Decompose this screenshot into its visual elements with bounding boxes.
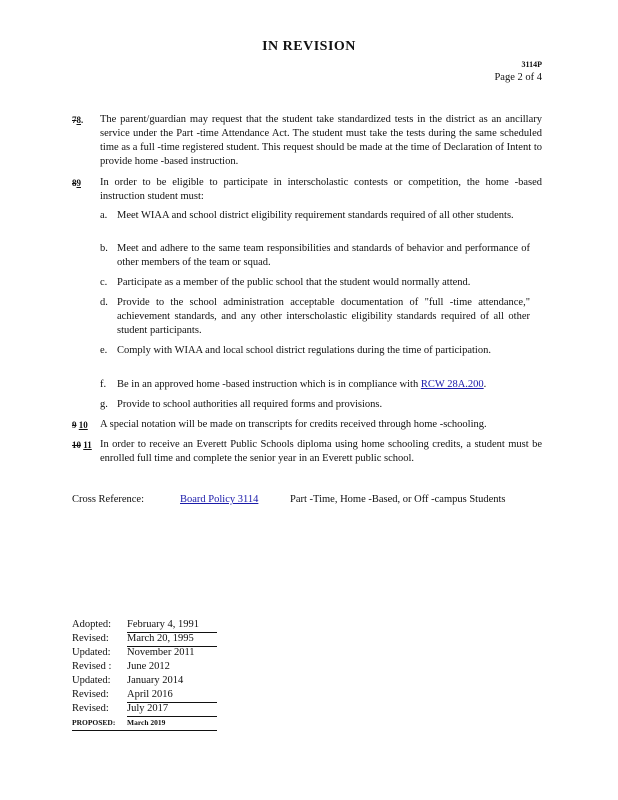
- page-number: Page 2 of 4: [494, 72, 542, 83]
- item-text: A special notation will be made on transcripts for credits received through home -schooling.: [100, 419, 487, 430]
- sub-item-e: e. Comply with WIAA and local school district regulations during the time of participation.: [100, 345, 491, 356]
- sub-item-a: a. Meet WIAA and school district eligibility requirement standards required of all other students.: [100, 210, 514, 221]
- item-number: 10 11: [72, 440, 92, 450]
- document-title: IN REVISION: [262, 39, 356, 54]
- list-item: [72, 176, 542, 204]
- sub-item-d: d. Provide to the school administration acceptable documentation of "full -time attendance," achievement standards, and any other interscholastic eligibility standards required of all other student participants.: [100, 297, 530, 336]
- list-item: [72, 438, 542, 466]
- rcw-link[interactable]: RCW 28A.200: [420, 379, 484, 390]
- item-text: In order to be eligible to participate in interscholastic contests or competition, the home -based instruction student must:: [100, 177, 542, 202]
- policy-number: 3114P: [521, 60, 542, 69]
- cross-reference-description: Part -Time, Home -Based, or Off -campus Students: [290, 494, 506, 505]
- cross-reference-label: Cross Reference:: [72, 494, 145, 505]
- item-number: 9 10: [72, 420, 88, 430]
- list-item: [72, 418, 542, 432]
- item-text: The parent/guardian may request that the student take standardized tests in the district as an ancillary service under the Part -time Attendance Act. The student must take the tests during the same scheduled time as a full -time registered student. This request should be made at the time of Declaration of Intent to provide home -based instruction.: [100, 114, 542, 167]
- sub-item-b: b. Meet and adhere to the same team responsibilities and standards of behavior and performance of other members of the team or squad.: [100, 243, 530, 268]
- list-item: [72, 113, 542, 169]
- sub-item-c: c. Participate as a member of the public school that the student would normally attend.: [100, 277, 471, 288]
- item-number: 89: [72, 178, 81, 188]
- sub-item-g: g. Provide to school authorities all required forms and provisions.: [100, 399, 383, 410]
- board-policy-link[interactable]: Board Policy 3114: [180, 494, 259, 505]
- item-number: 78.: [72, 115, 84, 125]
- sub-item-f: f. Be in an approved home -based instruction which is in compliance with RCW 28A.200.: [100, 379, 487, 390]
- item-text: In order to receive an Everett Public Schools diploma using home schooling credits, a student must be enrolled full time and complete the senior year in an Everett public school.: [100, 439, 542, 464]
